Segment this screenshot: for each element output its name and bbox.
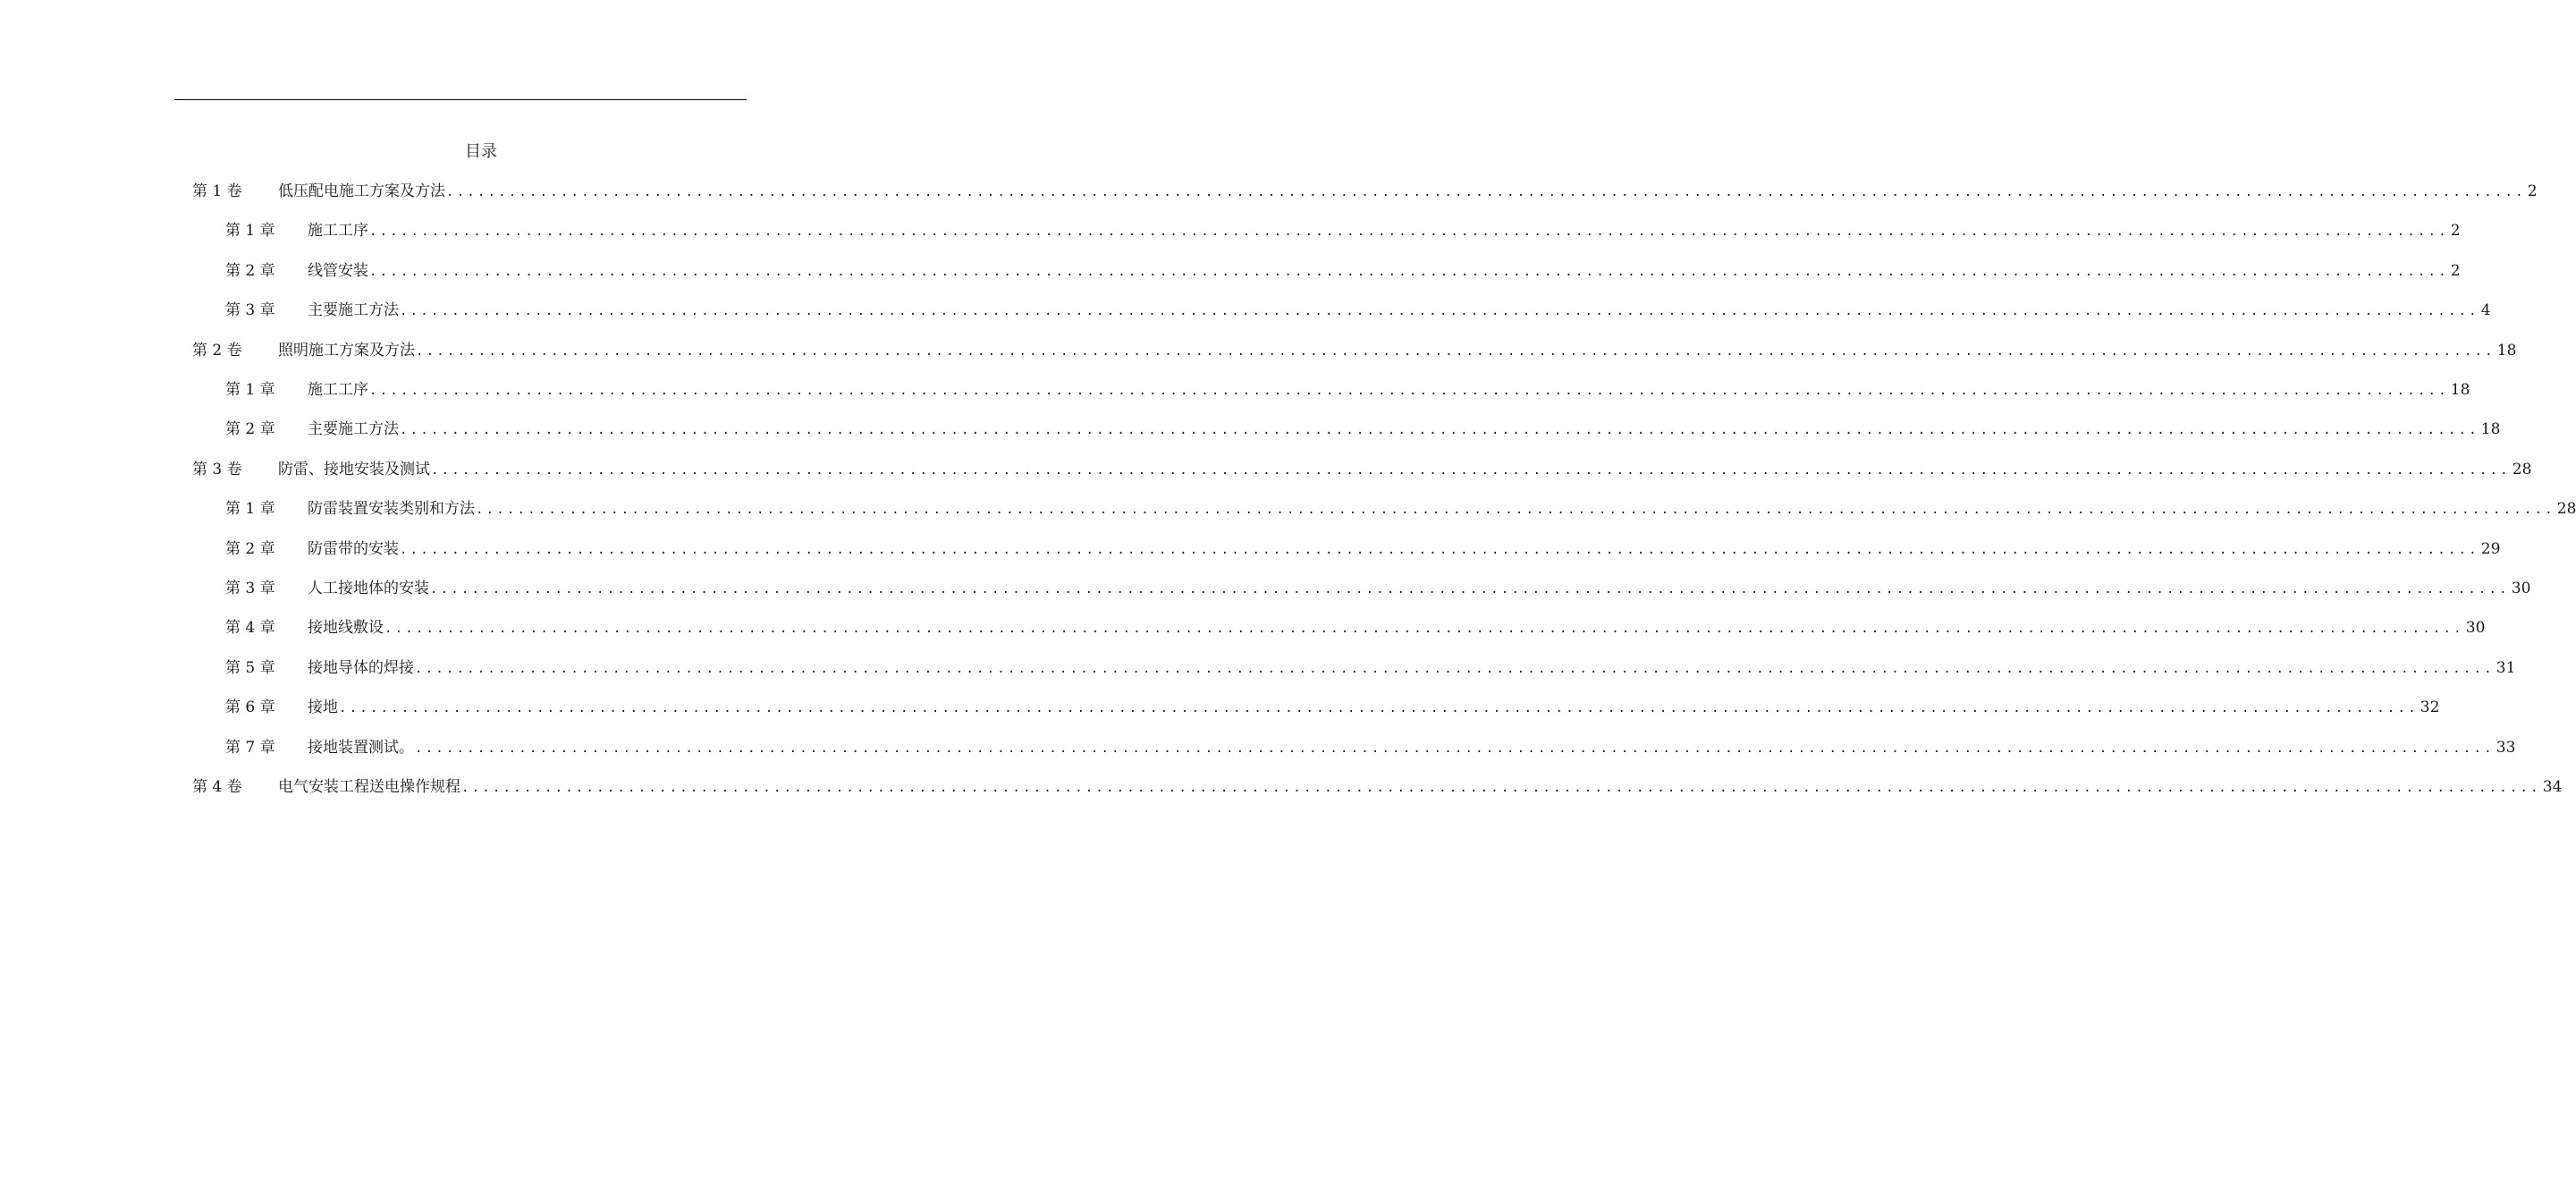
toc-entry-number: 第 2 章 bbox=[225, 420, 275, 439]
toc-leader-dots: ........................................................................................................................................................................................................ bbox=[369, 224, 2449, 240]
toc-title: 目录 bbox=[465, 142, 497, 161]
toc-entry-volume[interactable] bbox=[192, 340, 2517, 361]
toc-entry-chapter[interactable] bbox=[225, 737, 2516, 758]
toc-entry-page: 32 bbox=[2420, 698, 2440, 717]
toc-entry-title: 防雷带的安装 bbox=[308, 539, 399, 558]
toc-entry-title: 主要施工方法 bbox=[308, 420, 399, 439]
toc-entry-chapter[interactable] bbox=[225, 498, 2576, 520]
toc-leader-dots: ........................................................................................................................................................................................................ bbox=[369, 384, 2449, 398]
toc-leader-dots: ........................................................................................................................................................................................................ bbox=[431, 462, 2511, 478]
toc-entry-title: 线管安装 bbox=[308, 261, 368, 280]
toc-entry-page: 31 bbox=[2496, 658, 2516, 677]
toc-leader-dots: ........................................................................................................................................................................................................ bbox=[415, 741, 2495, 756]
toc-entry-title: 接地导体的焊接 bbox=[308, 658, 414, 677]
toc-entry-number: 第 7 章 bbox=[225, 738, 275, 757]
toc-entry-page: 18 bbox=[2450, 381, 2470, 399]
toc-entry-volume[interactable] bbox=[192, 181, 2538, 202]
toc-entry-number: 第 3 章 bbox=[225, 580, 275, 597]
toc-entry-number: 第 2 卷 bbox=[192, 341, 242, 360]
toc-entry-volume[interactable] bbox=[192, 776, 2563, 798]
toc-entry-title: 人工接地体的安装 bbox=[308, 580, 429, 597]
toc-entry-page: 30 bbox=[2465, 619, 2486, 638]
toc-entry-title: 低压配电施工方案及方法 bbox=[278, 182, 445, 200]
toc-entry-number: 第 1 章 bbox=[225, 500, 275, 519]
toc-entry-title: 施工工序 bbox=[308, 222, 368, 241]
toc-entry-title: 防雷、接地安装及测试 bbox=[278, 460, 430, 478]
toc-leader-dots: ........................................................................................................................................................................................................ bbox=[416, 343, 2496, 359]
toc-entry-title: 施工工序 bbox=[308, 381, 368, 399]
toc-entry-number: 第 5 章 bbox=[225, 658, 275, 677]
toc-entry-chapter[interactable] bbox=[225, 657, 2516, 679]
toc-entry-page: 2 bbox=[2450, 261, 2461, 280]
toc-entry-title: 防雷装置安装类别和方法 bbox=[308, 500, 475, 519]
toc-entry-number: 第 1 章 bbox=[225, 222, 275, 241]
toc-entry-page: 30 bbox=[2511, 580, 2531, 597]
toc-entry-title: 主要施工方法 bbox=[308, 301, 399, 320]
toc-entry-chapter[interactable] bbox=[225, 697, 2440, 718]
toc-leader-dots: ........................................................................................................................................................................................................ bbox=[415, 661, 2495, 676]
toc-entry-title: 接地线敷设 bbox=[308, 619, 384, 638]
toc-entry-number: 第 1 卷 bbox=[192, 182, 242, 200]
toc-entry-page: 2 bbox=[2450, 222, 2461, 241]
toc-leader-dots: ........................................................................................................................................................................................................ bbox=[476, 503, 2555, 518]
toc-entry-title: 接地 bbox=[308, 698, 338, 717]
toc-leader-dots: ........................................................................................................................................................................................................ bbox=[461, 781, 2541, 795]
toc-entry-chapter[interactable] bbox=[225, 578, 2531, 599]
toc-entry-chapter[interactable] bbox=[225, 617, 2486, 639]
toc-entry-chapter[interactable] bbox=[225, 260, 2461, 282]
toc-entry-number: 第 2 章 bbox=[225, 261, 275, 280]
toc-entry-page: 29 bbox=[2480, 539, 2501, 558]
toc-entry-number: 第 3 卷 bbox=[192, 460, 242, 478]
toc-entry-chapter[interactable] bbox=[225, 379, 2470, 401]
toc-entry-page: 18 bbox=[2496, 341, 2517, 360]
toc-entry-page: 33 bbox=[2496, 738, 2516, 757]
toc-entry-title: 电气安装工程送电操作规程 bbox=[278, 778, 460, 796]
toc-entry-number: 第 6 章 bbox=[225, 698, 275, 717]
toc-entry-number: 第 3 章 bbox=[225, 301, 275, 320]
toc-entry-page: 2 bbox=[2527, 182, 2538, 200]
toc-entry-chapter[interactable] bbox=[225, 419, 2501, 440]
toc-entry-volume[interactable] bbox=[192, 459, 2532, 480]
toc-entry-page: 28 bbox=[2512, 460, 2532, 478]
toc-entry-number: 第 2 章 bbox=[225, 539, 275, 558]
toc-entry-number: 第 4 章 bbox=[225, 619, 275, 638]
toc-entry-page: 18 bbox=[2480, 420, 2501, 439]
toc-entry-number: 第 4 卷 bbox=[192, 778, 242, 796]
toc-entry-chapter[interactable] bbox=[225, 220, 2461, 241]
toc-leader-dots: ........................................................................................................................................................................................................ bbox=[384, 622, 2464, 637]
toc-entry-page: 34 bbox=[2542, 778, 2563, 796]
toc-leader-dots: ........................................................................................................................................................................................................ bbox=[446, 185, 2526, 199]
toc-leader-dots: ........................................................................................................................................................................................................ bbox=[400, 542, 2479, 557]
toc-leader-dots: ........................................................................................................................................................................................................ bbox=[369, 264, 2449, 279]
toc-entry-chapter[interactable] bbox=[225, 300, 2491, 321]
toc-entry-title: 照明施工方案及方法 bbox=[278, 341, 415, 360]
toc-entry-page: 28 bbox=[2556, 500, 2576, 519]
toc-entry-page: 4 bbox=[2480, 301, 2491, 320]
toc-leader-dots: ........................................................................................................................................................................................................ bbox=[400, 304, 2479, 319]
toc-entry-number: 第 1 章 bbox=[225, 381, 275, 399]
toc-leader-dots: ........................................................................................................................................................................................................ bbox=[339, 701, 2419, 716]
toc-leader-dots: ........................................................................................................................................................................................................ bbox=[400, 423, 2479, 438]
toc-leader-dots: ........................................................................................................................................................................................................ bbox=[430, 582, 2510, 597]
toc-entry-title: 接地装置测试。 bbox=[308, 738, 414, 757]
toc-entry-chapter[interactable] bbox=[225, 538, 2501, 560]
